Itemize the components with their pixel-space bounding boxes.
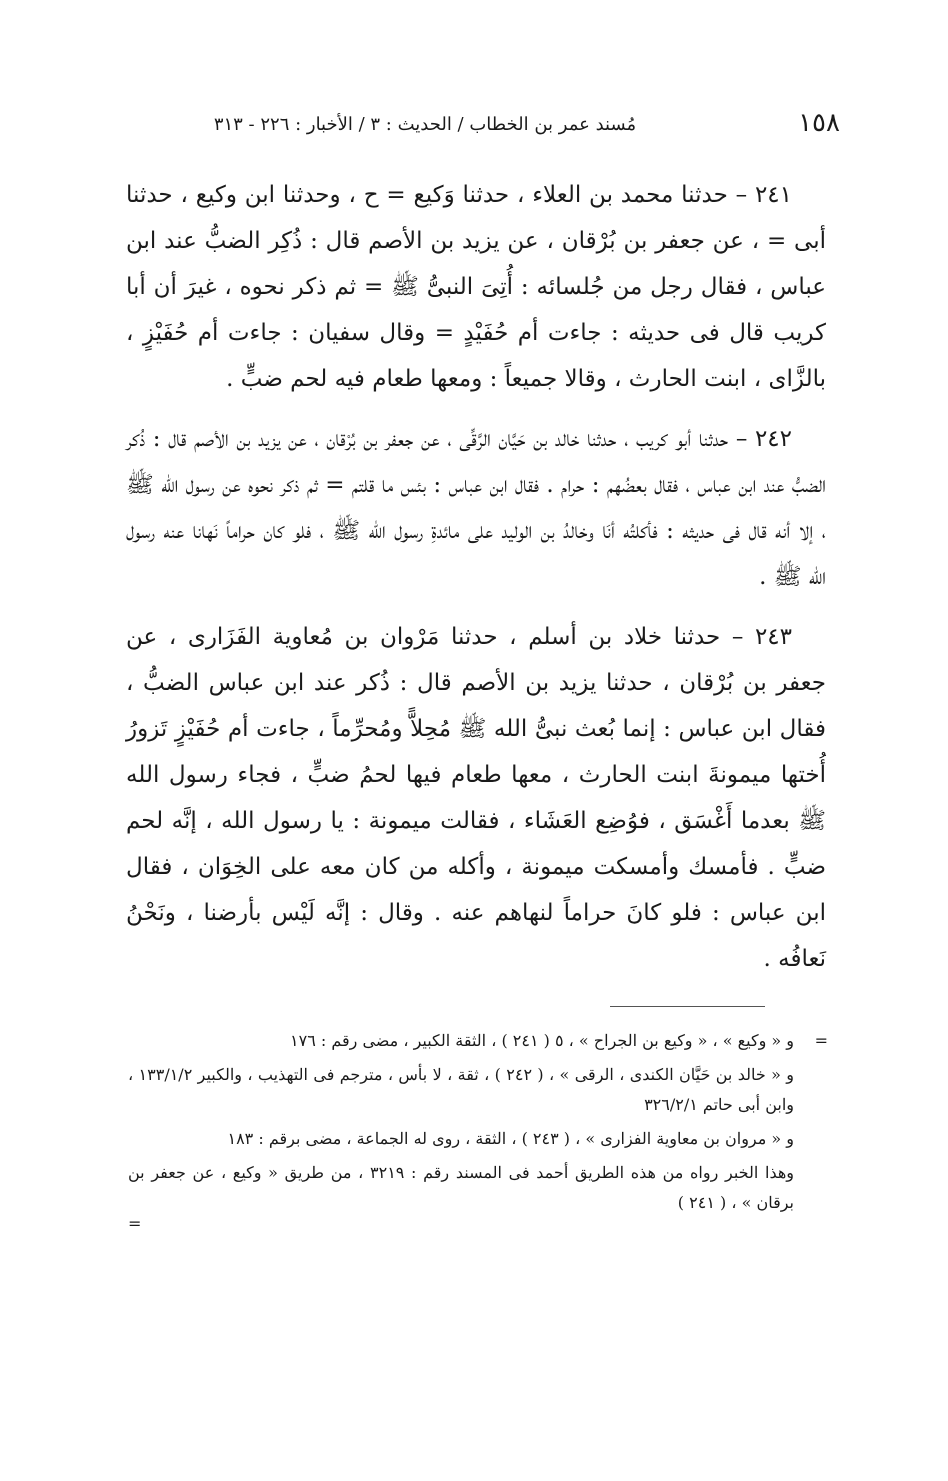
hadith-241: ٢٤١ – حدثنا محمد بن العلاء ، حدثنا وَكيع = ح ، وحدثنا ابن وكيع ، حدثنا أبى = ، عن جعفر بن بُرْقان ، عن يزيد بن الأصم قال : ذُكِر الضبُّ عند ابن عباس ، فقال رجل من جُلسائه : أُتِىَ النبىُّ ﷺ = ثم ذكر نحوه ، غيرَ أن أبا كريب قال فى حديثه : جاءت أم حُفَيْدٍ = وقال سفيان : جاءت أم حُفَيْزٍ ، بالزَّاى ، ابنت الحارث ، وقالا جميعاً : ومعها طعام فيه لحم ضبٍّ . — [126, 182, 826, 392]
page-header — [120, 108, 840, 148]
footnote-item — [128, 1026, 828, 1056]
hadith-243: ٢٤٣ – حدثنا خلاد بن أسلم ، حدثنا مَرْوان بن مُعاوية الفَزَارى ، عن جعفر بن بُرْقان ، حدثنا يزيد بن الأصم قال : ذُكر عند ابن عباس الضبُّ ، فقال ابن عباس : إنما بُعث نبىُّ الله ﷺ مُحِلاًّ ومُحرِّماً ، جاءت أم حُفَيْزٍ تَزورُ أُختها ميمونةَ ابنت الحارث ، معها طعام فيها لحمُ ضبٍّ ، فجاء رسول الله ﷺ بعدما أَغْسَق ، فوُضِع العَشَاء ، فقالت ميمونة : يا رسول الله ، إنَّه لحم ضبٍّ . فأمسك وأمسكت ميمونة ، وأكله من كان معه على الخِوَان ، فقال ابن عباس : فلو كانَ حراماً لنهاهم عنه . وقال : إنَّه لَيْس بأرضنا ، ونَحْنُ نَعافُه . — [126, 624, 827, 972]
footnotes — [128, 1026, 828, 1222]
footnote-text: و « خالد بن حَيَّان الكندى ، الرقى » ، ( ٢٤٢ ) ، ثقة ، لا بأس ، مترجم فى التهذيب ، والكبير ١٣٣/١/٢ ، وابن أبى حاتم ٣٢٦/٢/١ — [128, 1065, 795, 1114]
footnote-text: وهذا الخبر رواه من هذه الطريق أحمد فى المسند رقم : ٣٢١٩ ، من طريق « وكيع ، عن جعفر بن برقان » ، ( ٢٤١ ) — [128, 1163, 795, 1212]
main-text — [126, 172, 826, 996]
page-number: ١٥٨ — [798, 108, 840, 138]
footnote-lead-mark: = — [814, 1031, 828, 1050]
footnote-text: و « وكيع » ، « وكيع بن الجراح » ، ٥ ( ٢٤١ ) ، الثقة الكبير ، مضى رقم : ١٧٦ — [290, 1031, 794, 1050]
footnote-item — [128, 1060, 828, 1120]
continuation-mark: = — [128, 1214, 142, 1233]
footnote-text: و « مروان بن معاوية الفزارى » ، ( ٢٤٣ ) ، الثقة ، روى له الجماعة ، مضى برقم : ١٨٣ — [227, 1129, 794, 1148]
hadith-242: ٢٤٢ – حدثنا أبو كريب ، حدثنا خالد بن حَيَّان الرَّقِّى ، عن جعفر بن بُرْقان ، عن يزيد بن الأصم قال : ذُكر الضبُّ عند ابن عباس ، فقال بعضُهم : حرام . فقال ابن عباس : بئس ما قلتم = ثم ذكر نحوه عن رسول الله ﷺ ، إلا أنه قال فى حديثه : فأكلتُه أنَا وخالدُ بن الوليد على مائدةِ رسول الله ﷺ ، فلو كان حراماً نَهانا عنه رسول الله ﷺ . — [126, 426, 826, 590]
footnote-divider — [610, 1006, 765, 1007]
running-title: مُسند عمر بن الخطاب / الحديث : ٣ / الأخبار : ٢٢٦ - ٣١٣ — [213, 114, 637, 135]
footnote-item — [128, 1158, 828, 1218]
footnote-item — [128, 1124, 828, 1154]
